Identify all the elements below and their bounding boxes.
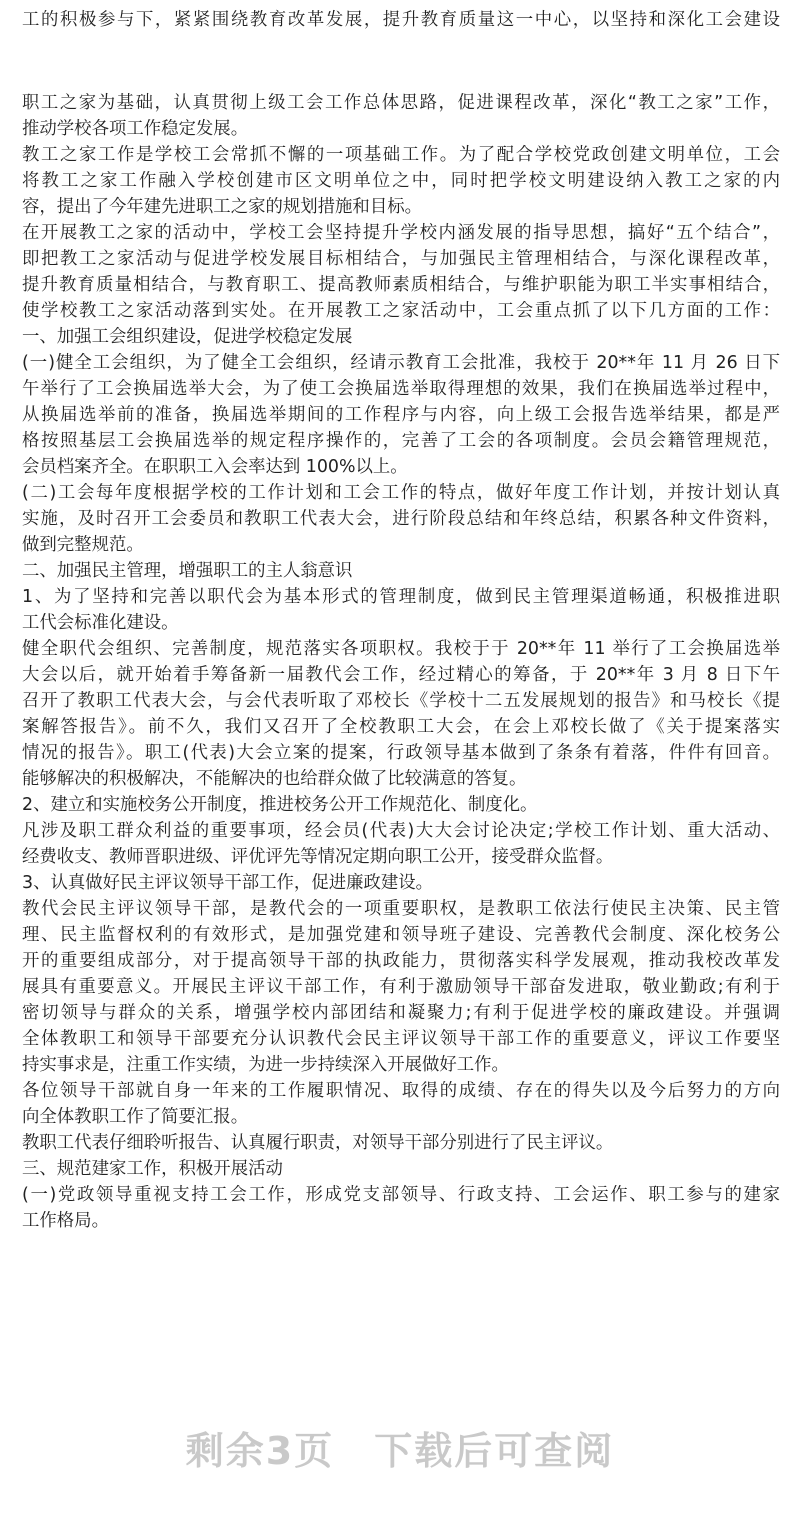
text-line: 各位领导干部就自身一年来的工作履职情况、取得的成绩、存在的得失以及今后努力的方向 bbox=[22, 1081, 780, 1101]
text-line: (二)工会每年度根据学校的工作计划和工会工作的特点，做好年度工作计划，并按计划认真 bbox=[22, 483, 780, 503]
text-line: 开的重要组成部分，对于提高领导干部的执政能力，贯彻落实科学发展观，推动我校改革发 bbox=[22, 951, 780, 971]
text-line: 凡涉及职工群众利益的重要事项，经会员(代表)大大会讨论决定;学校工作计划、重大活动、 bbox=[22, 821, 780, 841]
text-line: 经费收支、教师晋职进级、评优评先等情况定期向职工公开，接受群众监督。 bbox=[22, 847, 614, 867]
text-line: 格按照基层工会换届选举的规定程序操作的，完善了工会的各项制度。会员会籍管理规范， bbox=[22, 431, 780, 451]
text-line: 理、民主监督权利的有效形式，是加强党建和领导班子建设、完善教代会制度、深化校务公 bbox=[22, 925, 780, 945]
section-heading: 二、加强民主管理，增强职工的主人翁意识 bbox=[22, 561, 353, 581]
text-line: 能够解决的积极解决，不能解决的也给群众做了比较满意的答复。 bbox=[22, 769, 527, 789]
text-line: 召开了教职工代表大会，与会代表听取了邓校长《学校十二五发展规划的报告》和马校长《提 bbox=[22, 691, 780, 711]
text-line: 将教工之家工作融入学校创建市区文明单位之中，同时把学校文明建设纳入教工之家的内 bbox=[22, 171, 780, 191]
text-line: 工的积极参与下，紧紧围绕教育改革发展，提升教育质量这一中心，以坚持和深化工会建设 bbox=[22, 10, 780, 30]
remaining-pages-label: 剩余3页 bbox=[185, 1429, 335, 1473]
text-line: 使学校教工之家活动落到实处。在开展教工之家活动中，工会重点抓了以下几方面的工作： bbox=[22, 301, 780, 321]
text-line: 从换届选举前的准备，换届选举期间的工作程序与内容，向上级工会报告选举结果，都是严 bbox=[22, 405, 780, 425]
text-line: 工代会标准化建设。 bbox=[22, 613, 179, 633]
text-line: 教工之家工作是学校工会常抓不懈的一项基础工作。为了配合学校党政创建文明单位，工会 bbox=[22, 145, 780, 165]
text-line: 推动学校各项工作稳定发展。 bbox=[22, 119, 249, 139]
text-line: 案解答报告》。前不久，我们又召开了全校教职工大会，在会上邓校长做了《关于提案落实 bbox=[22, 717, 780, 737]
text-line: 密切领导与群众的关系，增强学校内部团结和凝聚力;有利于促进学校的廉政建设。并强调 bbox=[22, 1003, 780, 1023]
download-banner[interactable] bbox=[0, 1420, 800, 1480]
text-line: 3、认真做好民主评议领导干部工作，促进廉政建设。 bbox=[22, 873, 434, 893]
text-line: 会员档案齐全。在职职工入会率达到 100%以上。 bbox=[22, 457, 408, 477]
text-line: 教职工代表仔细聆听报告、认真履行职责，对领导干部分别进行了民主评议。 bbox=[22, 1133, 614, 1153]
text-line: (一)健全工会组织，为了健全工会组织，经请示教育工会批准，我校于 20**年 11 月 26 日下 bbox=[22, 353, 780, 373]
text-line: 在开展教工之家的活动中，学校工会坚持提升学校内涵发展的指导思想，搞好“五个结合”， bbox=[22, 223, 780, 243]
section-heading: 三、规范建家工作，积极开展活动 bbox=[22, 1159, 283, 1179]
text-line: 工作格局。 bbox=[22, 1211, 109, 1231]
text-line: 情况的报告》。职工(代表)大会立案的提案，行政领导基本做到了条条有着落，件件有回音。 bbox=[22, 743, 780, 763]
text-line: 大会以后，就开始着手筹备新一届教代会工作，经过精心的筹备，于 20**年 3 月 8 日下午 bbox=[22, 665, 780, 685]
text-line: 提升教育质量相结合，与教育职工、提高教师素质相结合，与维护职能为职工半实事相结合， bbox=[22, 275, 780, 295]
text-line: (一)党政领导重视支持工会工作，形成党支部领导、行政支持、工会运作、职工参与的建家 bbox=[22, 1185, 780, 1205]
text-line: 实施，及时召开工会委员和教职工代表大会，进行阶段总结和年终总结，积累各种文件资料， bbox=[22, 509, 780, 529]
text-line: 2、建立和实施校务公开制度，推进校务公开工作规范化、制度化。 bbox=[22, 795, 538, 815]
text-line: 1、为了坚持和完善以职代会为基本形式的管理制度，做到民主管理渠道畅通，积极推进职 bbox=[22, 587, 780, 607]
text-line: 容，提出了今年建先进职工之家的规划措施和目标。 bbox=[22, 197, 422, 217]
text-line: 职工之家为基础，认真贯彻上级工会工作总体思路，促进课程改革，深化“教工之家”工作， bbox=[22, 93, 780, 113]
text-line: 即把教工之家活动与促进学校发展目标相结合，与加强民主管理相结合，与深化课程改革， bbox=[22, 249, 780, 269]
text-line: 教代会民主评议领导干部，是教代会的一项重要职权，是教职工依法行使民主决策、民主管 bbox=[22, 899, 780, 919]
text-line: 做到完整规范。 bbox=[22, 535, 144, 555]
download-hint-label: 下载后可查阅 bbox=[374, 1429, 615, 1473]
text-line: 全体教职工和领导干部要充分认识教代会民主评议领导干部工作的重要意义，评议工作要坚 bbox=[22, 1029, 780, 1049]
text-line: 午举行了工会换届选举大会，为了使工会换届选举取得理想的效果，我们在换届选举过程中， bbox=[22, 379, 780, 399]
text-line: 健全职代会组织、完善制度，规范落实各项职权。我校于于 20**年 11 举行了工会换届选举 bbox=[22, 639, 780, 659]
text-line: 向全体教职工作了简要汇报。 bbox=[22, 1107, 249, 1127]
text-line: 持实事求是，注重工作实绩，为进一步持续深入开展做好工作。 bbox=[22, 1055, 509, 1075]
section-heading: 一、加强工会组织建设，促进学校稳定发展 bbox=[22, 327, 353, 347]
text-line: 展具有重要意义。开展民主评议干部工作，有利于激励领导干部奋发进取，敬业勤政;有利于 bbox=[22, 977, 780, 997]
